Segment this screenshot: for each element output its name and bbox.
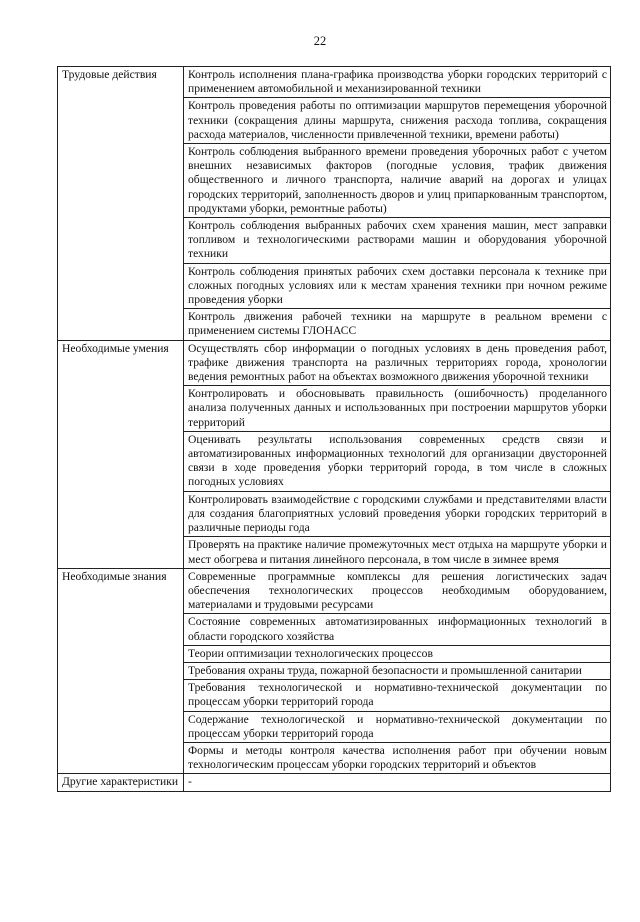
section-label-required-knowledge: Необходимые знания <box>58 568 184 774</box>
skill-item: Осуществлять сбор информации о погодных условиях в день проведения работ, трафике движения транспорта на различных территориях города, хронологии ведения ремонтных работ на объектах возможного движения уборочной техники <box>184 340 611 386</box>
labor-action-item: Контроль проведения работы по оптимизации маршрутов перемещения уборочной техники (сокращения длины маршрута, снижения расхода топлива, сокращения расхода материалов, численности привлеченной техники, времени работы) <box>184 98 611 144</box>
knowledge-item: Требования охраны труда, пожарной безопасности и промышленной санитарии <box>184 662 611 679</box>
table-row <box>58 774 611 791</box>
section-label-required-skills: Необходимые умения <box>58 340 184 568</box>
knowledge-item: Требования технологической и нормативно-технической документации по процессам уборки территорий города <box>184 680 611 711</box>
specification-table <box>57 66 611 792</box>
skill-item: Оценивать результаты использования современных средств связи и автоматизированных информационных технологий для организации двусторонней связи в ходе проведения уборки территорий города, в том числе в сложных погодных условиях <box>184 431 611 491</box>
table-row <box>58 568 611 614</box>
labor-action-item: Контроль движения рабочей техники на маршруте в реальном времени с применением системы ГЛОНАСС <box>184 309 611 340</box>
knowledge-item: Современные программные комплексы для решения логистических задач обеспечения технологических процессов необходимым оборудованием, материалами и трудовыми ресурсами <box>184 568 611 614</box>
page-number: 22 <box>313 34 327 48</box>
knowledge-item: Теории оптимизации технологических процессов <box>184 645 611 662</box>
skill-item: Контролировать взаимодействие с городскими службами и представителями власти для создания благоприятных условий проведения уборки городских территорий в различные периоды года <box>184 491 611 537</box>
section-label-other-characteristics: Другие характеристики <box>58 774 184 791</box>
section-label-labor-actions: Трудовые действия <box>58 67 184 341</box>
labor-action-item: Контроль соблюдения выбранных рабочих схем хранения машин, мест заправки топливом и технологическими растворами машин и оборудования уборочной техники <box>184 218 611 264</box>
skill-item: Проверять на практике наличие промежуточных мест отдыха на маршруте уборки и мест обогрева и питания линейного персонала, в том числе в зимнее время <box>184 537 611 568</box>
other-characteristics-value: - <box>184 774 611 791</box>
labor-action-item: Контроль соблюдения выбранного времени проведения уборочных работ с учетом внешних независимых факторов (погодные условия, трафик движения общественного и личного транспорта, наличие аварий на дорогах и улицах городских территорий, заполненность дворов и улиц припаркованным транспортом, продуктами уборки, ремонтные работы) <box>184 144 611 218</box>
knowledge-item: Состояние современных автоматизированных информационных технологий в области городского хозяйства <box>184 614 611 645</box>
table-row <box>58 67 611 98</box>
knowledge-item: Формы и методы контроля качества исполнения работ при обучении новым технологическим процессам уборки городских территорий и объектов <box>184 742 611 773</box>
labor-action-item: Контроль исполнения плана-графика производства уборки городских территорий с применением автомобильной и механизированной техники <box>184 67 611 98</box>
skill-item: Контролировать и обосновывать правильность (ошибочность) проделанного анализа полученных данных и использованных при построении маршрутов уборки территорий <box>184 386 611 432</box>
labor-action-item: Контроль соблюдения принятых рабочих схем доставки персонала к технике при сложных погодных условиях или к местам хранения техники при ночном режиме проведения уборки <box>184 263 611 309</box>
knowledge-item: Содержание технологической и нормативно-технической документации по процессам уборки территорий города <box>184 711 611 742</box>
table-row <box>58 340 611 386</box>
